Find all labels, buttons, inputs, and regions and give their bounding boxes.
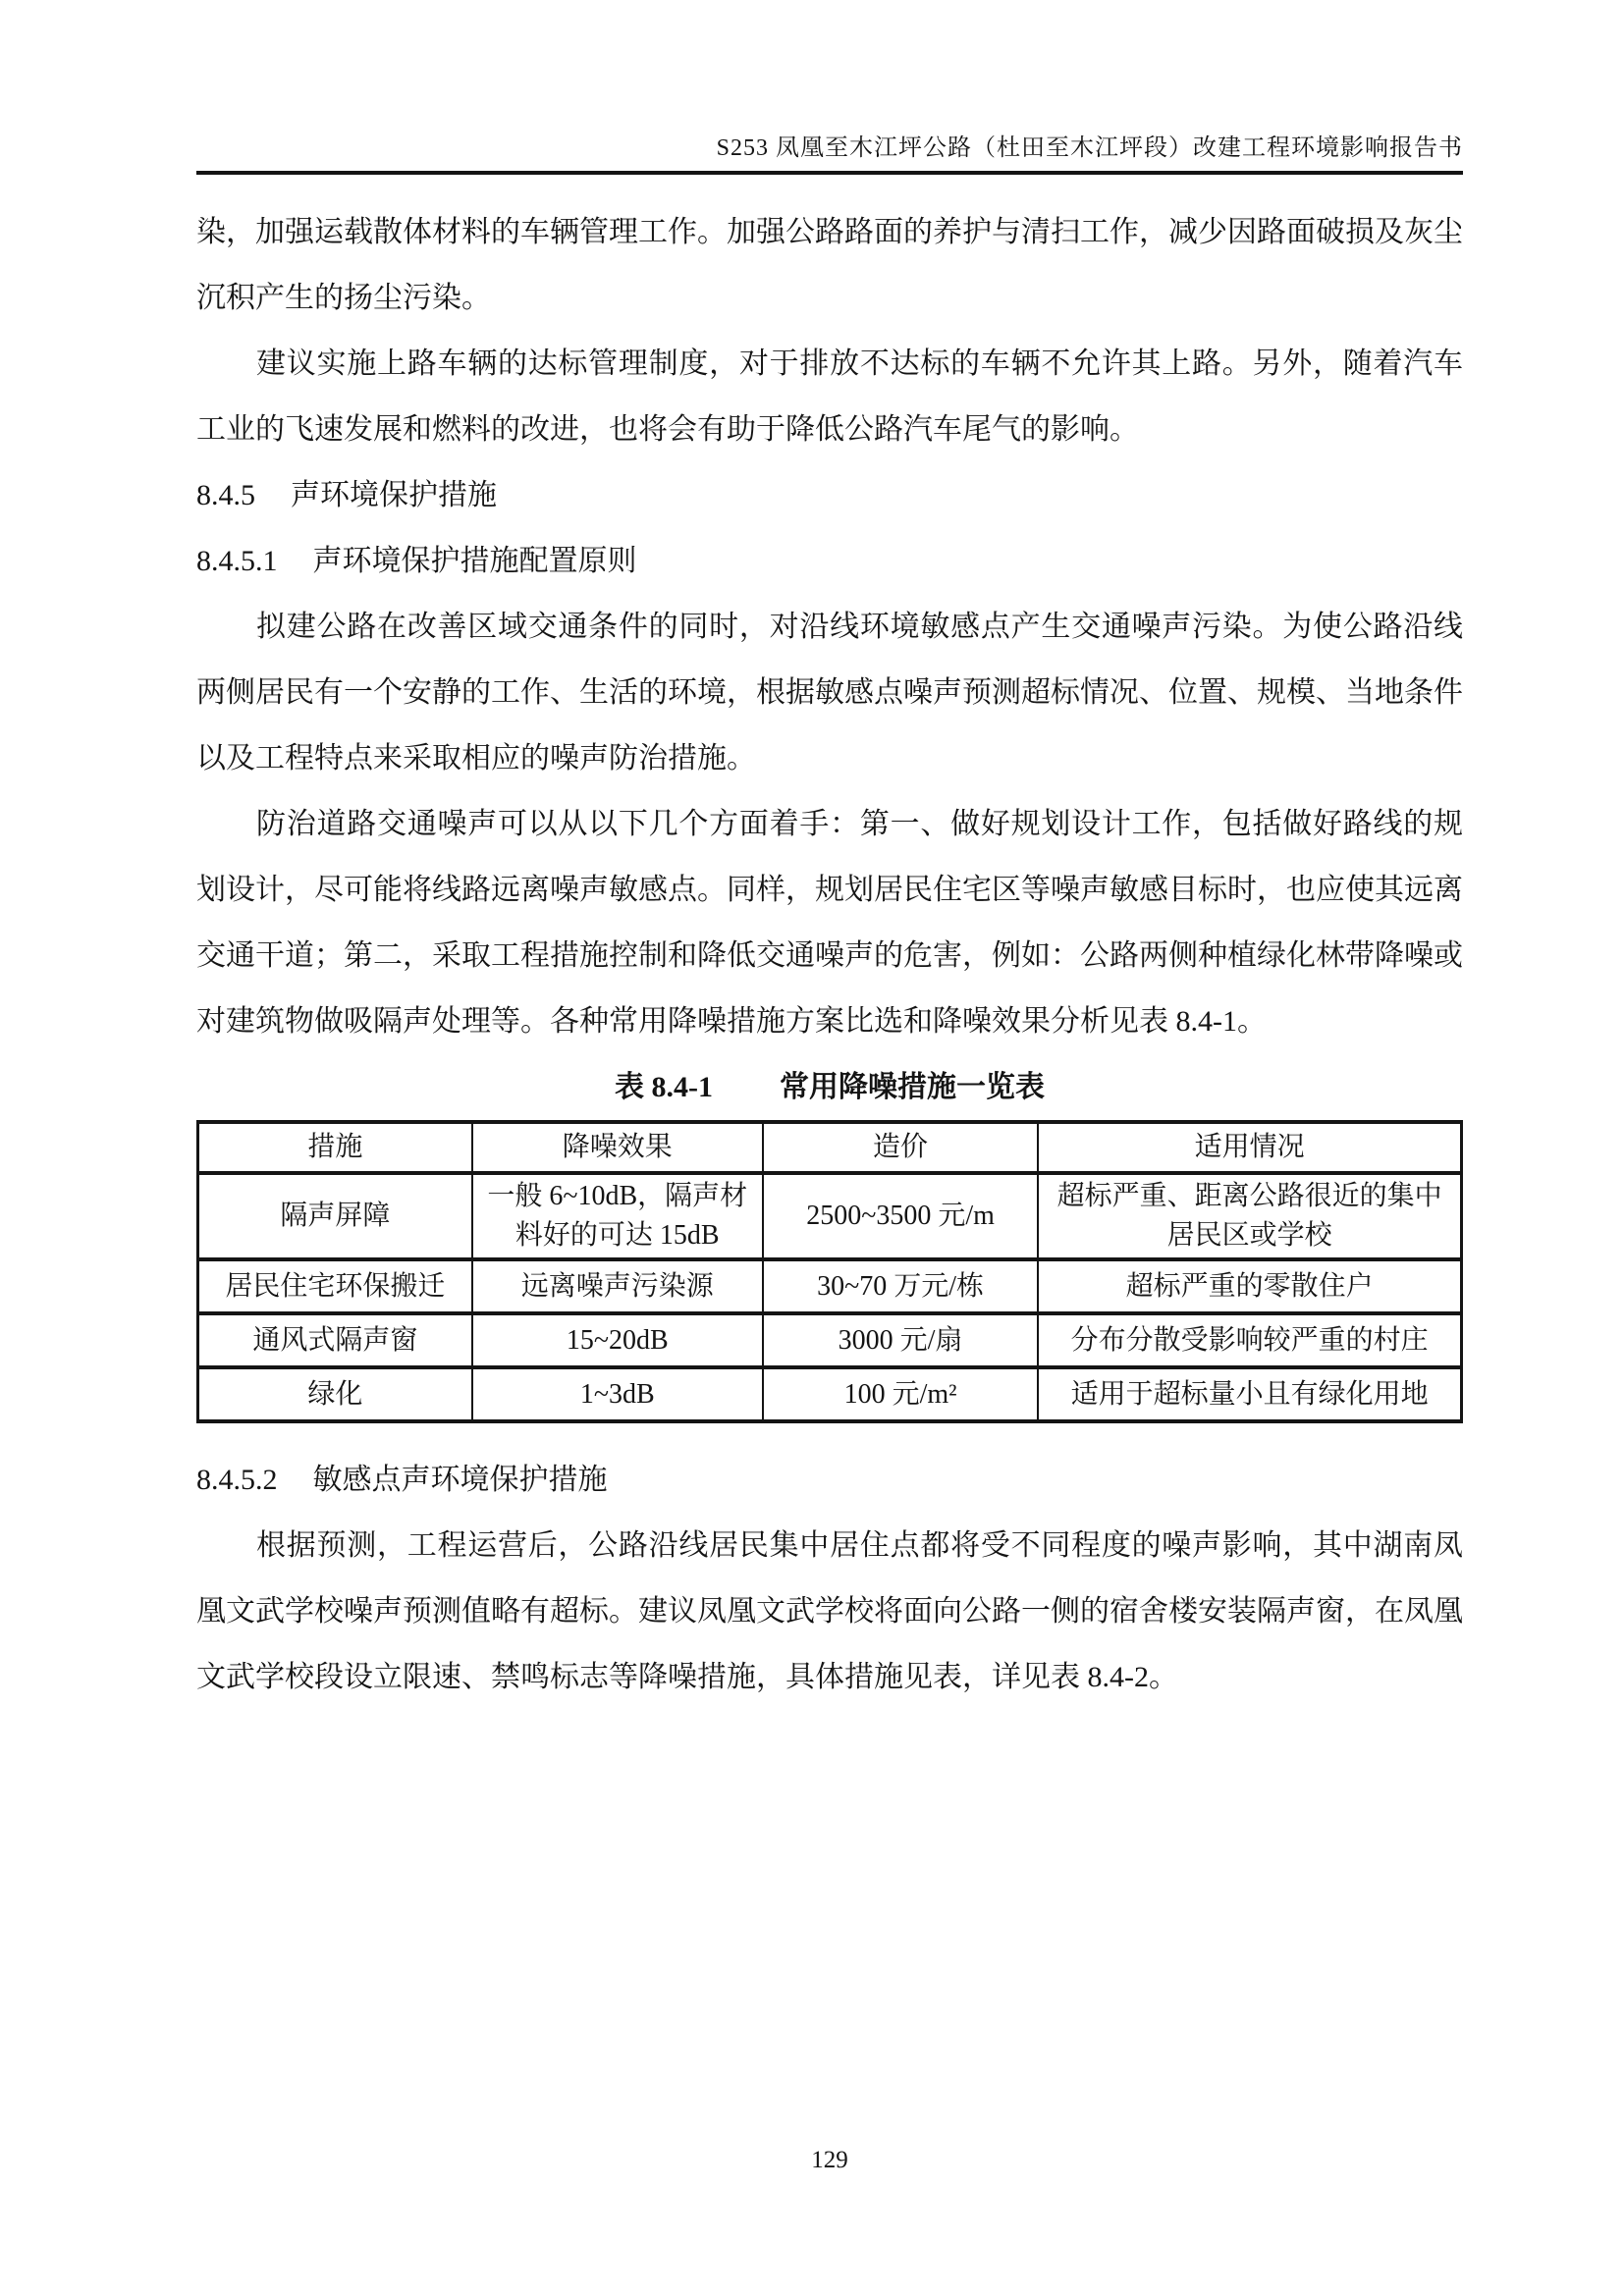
table-row (198, 1173, 1462, 1259)
section-heading-8-4-5-1 (196, 528, 1463, 594)
table-header-cell: 措施 (198, 1122, 472, 1173)
table-cell: 3000 元/扇 (763, 1313, 1039, 1367)
section-title: 敏感点声环境保护措施 (312, 1464, 608, 1496)
body-paragraph-2: 建议实施上路车辆的达标管理制度，对于排放不达标的车辆不允许其上路。另外，随着汽车工业的飞速发展和燃料的改进，也将会有助于降低公路汽车尾气的影响。 (196, 347, 1463, 446)
section-title: 声环境保护措施 (291, 479, 497, 511)
table-cell: 分布分散受影响较严重的村庄 (1038, 1313, 1461, 1367)
section-heading-8-4-5-2 (196, 1447, 1463, 1513)
table-header-cell: 造价 (763, 1122, 1039, 1173)
table-header-row (198, 1122, 1462, 1173)
table-caption (196, 1054, 1463, 1120)
body-paragraph-1: 染，加强运载散体材料的车辆管理工作。加强公路路面的养护与清扫工作，减少因路面破损及灰尘沉积产生的扬尘污染。 (196, 216, 1463, 314)
table-cell: 超标严重的零散住户 (1038, 1259, 1461, 1313)
table-header-cell: 降噪效果 (472, 1122, 763, 1173)
table-cell: 远离噪声污染源 (472, 1259, 763, 1313)
section-number: 8.4.5.1 (196, 545, 278, 577)
running-header: S253 凤凰至木江坪公路（杜田至木江坪段）改建工程环境影响报告书 (716, 135, 1463, 161)
header-rule (196, 171, 1463, 175)
body-paragraph-5: 根据预测，工程运营后，公路沿线居民集中居住点都将受不同程度的噪声影响，其中湖南凤凰文武学校噪声预测值略有超标。建议凤凰文武学校将面向公路一侧的宿舍楼安装隔声窗，在凤凰文武学校段设立限速、禁鸣标志等降噪措施，具体措施见表，详见表 8.4-2。 (196, 1529, 1463, 1693)
body-paragraph-3: 拟建公路在改善区域交通条件的同时，对沿线环境敏感点产生交通噪声污染。为使公路沿线两侧居民有一个安静的工作、生活的环境，根据敏感点噪声预测超标情况、位置、规模、当地条件以及工程特点来采取相应的噪声防治措施。 (196, 611, 1463, 774)
table-cell: 2500~3500 元/m (763, 1173, 1039, 1259)
table-row (198, 1259, 1462, 1313)
table-cell: 30~70 万元/栋 (763, 1259, 1039, 1313)
table-cell: 15~20dB (472, 1313, 763, 1367)
table-header-cell: 适用情况 (1038, 1122, 1461, 1173)
table-cell: 100 元/m² (763, 1367, 1039, 1421)
body-paragraph-4: 防治道路交通噪声可以从以下几个方面着手：第一、做好规划设计工作，包括做好路线的规划设计，尽可能将线路远离噪声敏感点。同样，规划居民住宅区等噪声敏感目标时，也应使其远离交通干道；第二，采取工程措施控制和降低交通噪声的危害，例如：公路两侧种植绿化林带降噪或对建筑物做吸隔声处理等。各种常用降噪措施方案比选和降噪效果分析见表 8.4-1。 (196, 808, 1463, 1038)
table-row (198, 1313, 1462, 1367)
section-heading-8-4-5 (196, 462, 1463, 528)
table-caption-title: 常用降噪措施一览表 (780, 1071, 1045, 1103)
noise-measures-table (196, 1120, 1463, 1423)
page-content (196, 199, 1463, 1710)
table-cell: 通风式隔声窗 (198, 1313, 472, 1367)
page-number: 129 (811, 2147, 848, 2173)
table-cell: 1~3dB (472, 1367, 763, 1421)
section-number: 8.4.5.2 (196, 1464, 278, 1496)
table-caption-label: 表 8.4-1 (615, 1071, 713, 1103)
table-cell: 居民住宅环保搬迁 (198, 1259, 472, 1313)
section-title: 声环境保护措施配置原则 (312, 545, 637, 577)
section-number: 8.4.5 (196, 479, 255, 511)
table-cell: 一般 6~10dB，隔声材料好的可达 15dB (472, 1173, 763, 1259)
table-cell: 适用于超标量小且有绿化用地 (1038, 1367, 1461, 1421)
table-cell: 隔声屏障 (198, 1173, 472, 1259)
table-row (198, 1367, 1462, 1421)
table-cell: 绿化 (198, 1367, 472, 1421)
table-cell: 超标严重、距离公路很近的集中居民区或学校 (1038, 1173, 1461, 1259)
